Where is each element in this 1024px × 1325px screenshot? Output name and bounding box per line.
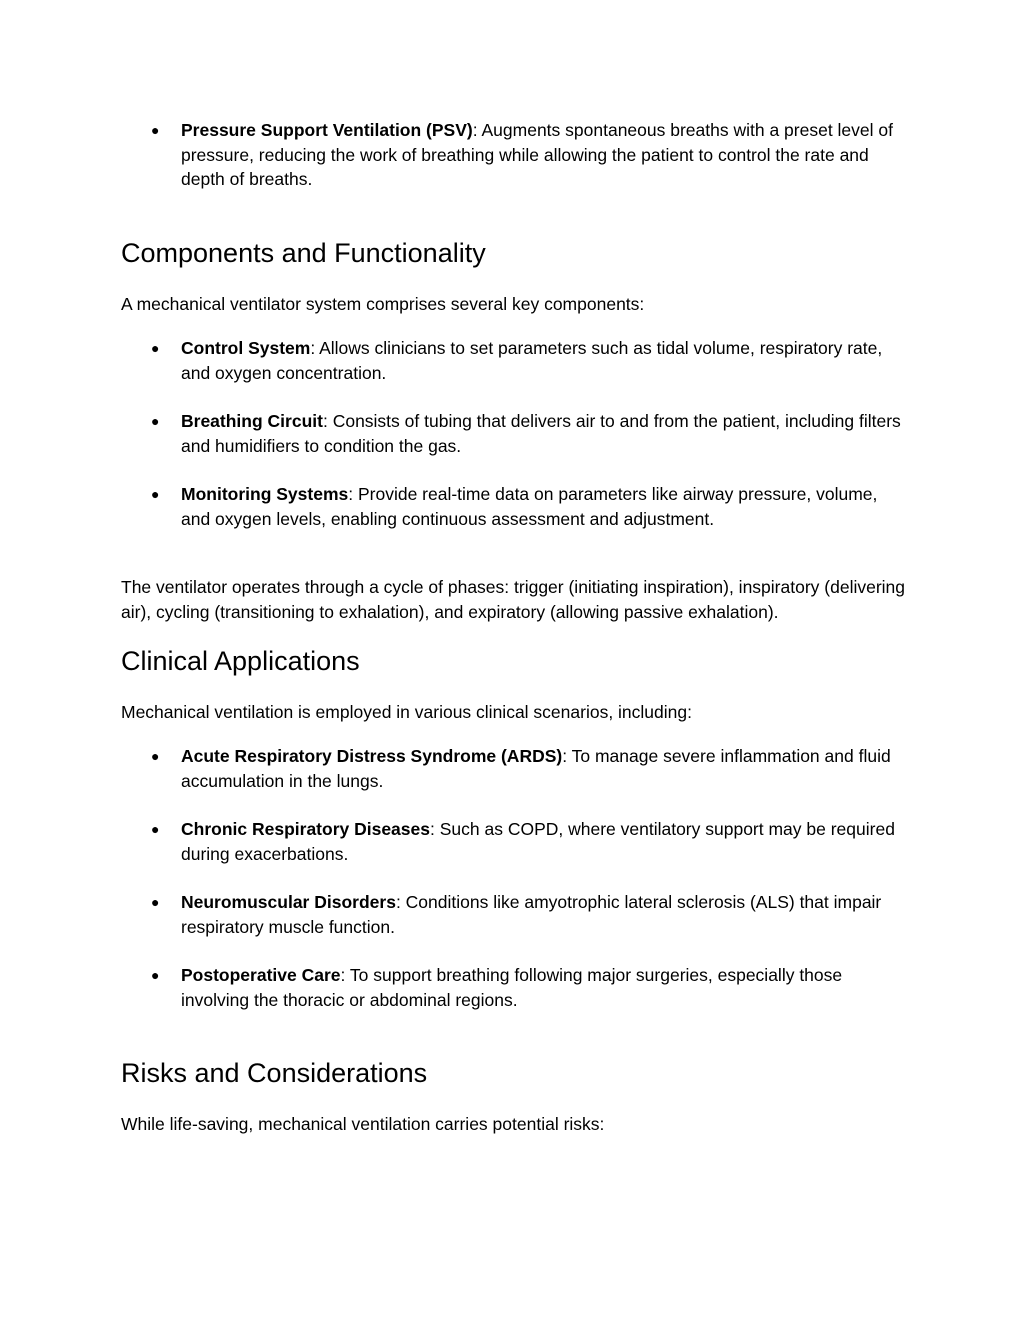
list-item [121, 963, 911, 1012]
components-bullet-list [121, 336, 911, 385]
clinical-bullet-list [121, 963, 911, 1012]
list-item-term: Pressure Support Ventilation (PSV) [181, 120, 473, 140]
bullet-icon: ● [151, 821, 160, 837]
clinical-intro: Mechanical ventilation is employed in various clinical scenarios, including: [121, 702, 692, 722]
list-item-term: Breathing Circuit [181, 411, 323, 431]
section-heading-components: Components and Functionality [121, 238, 486, 268]
components-bullet-list [121, 482, 911, 531]
bullet-icon: ● [151, 413, 160, 429]
list-item-term: Neuromuscular Disorders [181, 892, 396, 912]
list-item-desc: : Conditions like amyotrophic lateral sclerosis (ALS) that impair respiratory muscle function. [181, 892, 882, 937]
clinical-bullet-list [121, 744, 911, 793]
bullet-icon: ● [151, 486, 160, 502]
clinical-bullet-list [121, 817, 911, 866]
components-intro: A mechanical ventilator system comprises several key components: [121, 294, 645, 314]
list-item-desc: : Allows clinicians to set parameters such as tidal volume, respiratory rate, and oxygen concentration. [181, 338, 883, 383]
list-item-term: Control System [181, 338, 311, 358]
section-heading-risks: Risks and Considerations [121, 1058, 428, 1088]
components-outro: The ventilator operates through a cycle of phases: trigger (initiating inspiration), inspiratory (delivering air), cycling (transitioning to exhalation), and expiratory (allowing passive exhalation). [121, 577, 906, 622]
list-item [121, 744, 911, 793]
bullet-icon: ● [151, 894, 160, 910]
clinical-bullet-list [121, 890, 911, 939]
list-item-desc: : Augments spontaneous breaths with a preset level of pressure, reducing the work of breathing while allowing the patient to control the rate and depth of breaths. [181, 120, 893, 189]
bullet-icon: ● [151, 967, 160, 983]
list-item-term: Monitoring Systems [181, 484, 349, 504]
list-item-term: Postoperative Care [181, 965, 341, 985]
section-heading-clinical: Clinical Applications [121, 646, 360, 676]
bullet-icon: ● [151, 340, 160, 356]
top-bullet-list [121, 118, 911, 192]
bullet-icon: ● [151, 748, 160, 764]
bullet-icon: ● [151, 122, 160, 138]
list-item-desc: : To support breathing following major surgeries, especially those involving the thoracic or abdominal regions. [181, 965, 843, 1010]
list-item-desc: : To manage severe inflammation and fluid accumulation in the lungs. [181, 746, 891, 791]
list-item [121, 118, 911, 192]
list-item [121, 817, 911, 866]
list-item [121, 482, 911, 531]
components-bullet-list [121, 409, 911, 458]
list-item-term: Acute Respiratory Distress Syndrome (ARDS) [181, 746, 563, 766]
list-item-desc: : Consists of tubing that delivers air to and from the patient, including filters and humidifiers to condition the gas. [181, 411, 901, 456]
list-item [121, 409, 911, 458]
list-item [121, 336, 911, 385]
list-item-desc: : Such as COPD, where ventilatory support may be required during exacerbations. [181, 819, 895, 864]
list-item [121, 890, 911, 939]
list-item-desc: : Provide real-time data on parameters like airway pressure, volume, and oxygen levels, enabling continuous assessment and adjustment. [181, 484, 878, 529]
risks-intro: While life-saving, mechanical ventilation carries potential risks: [121, 1114, 605, 1134]
list-item-term: Chronic Respiratory Diseases [181, 819, 430, 839]
